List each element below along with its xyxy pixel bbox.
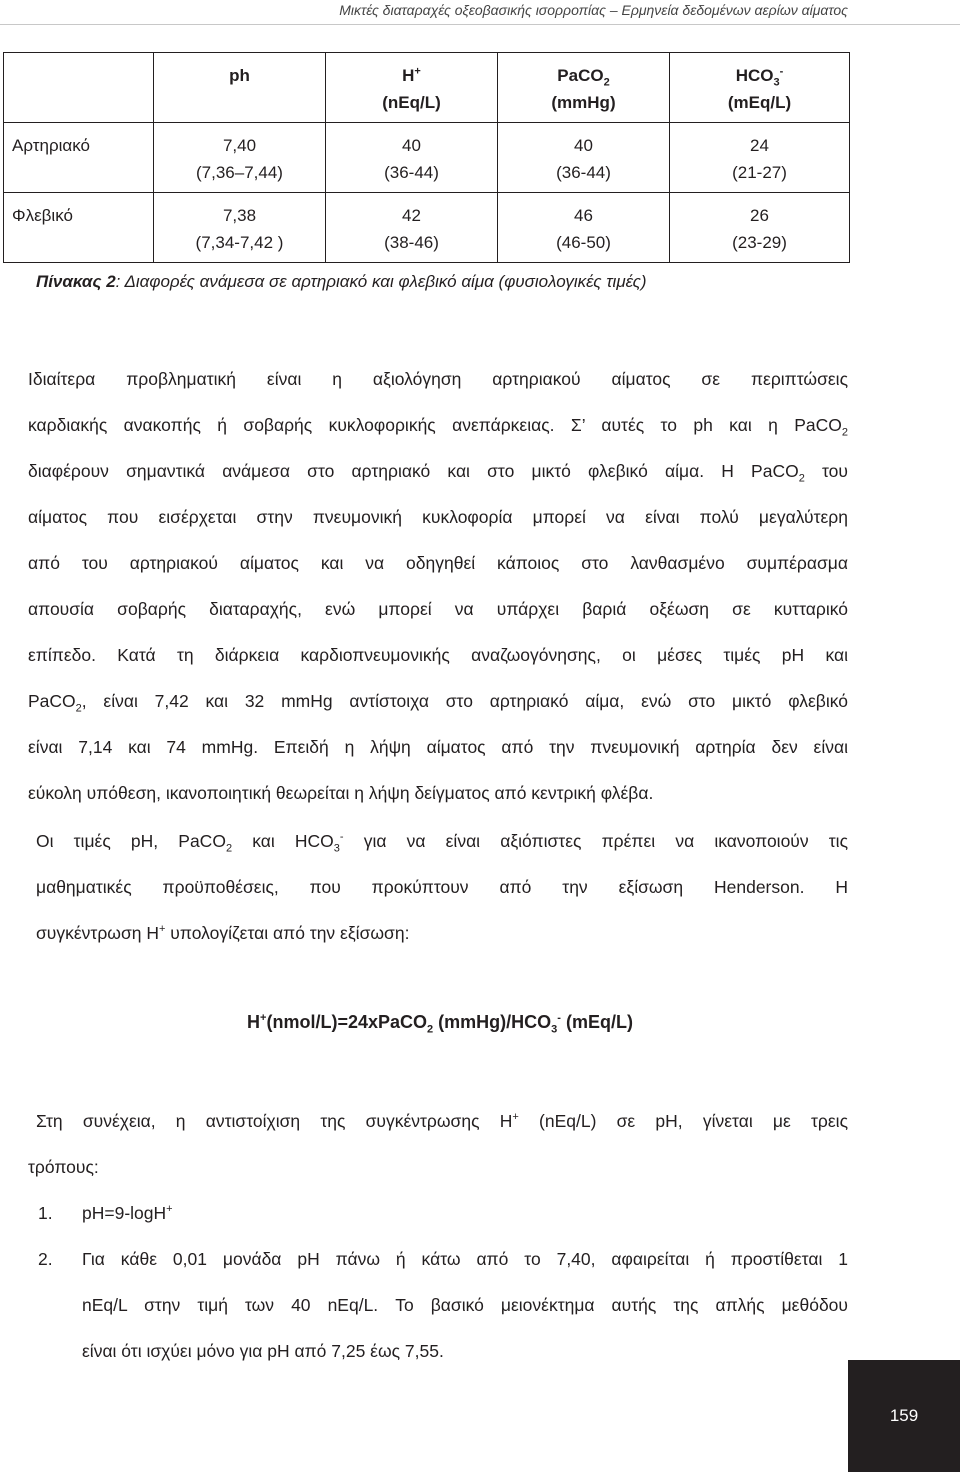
text-line: από του αρτηριακού αίματος και να οδηγηθεί κάποιος στο λανθασμένο συμπέρασμα xyxy=(28,553,848,573)
table-cell: 42 (38-46) xyxy=(326,193,498,263)
col-header-paco2: PaCO$_2$ (mmHg) xyxy=(498,53,670,123)
running-header: Μικτές διαταραχές οξεοβασικής ισορροπίας – Ερμηνεία δεδομένων αερίων αίματος xyxy=(339,2,848,18)
text-line: επίπεδο. Κατά τη διάρκεια καρδιοπνευμονικής αναζωογόνησης, οι μέσες τιμές pH και xyxy=(28,645,848,665)
list-item xyxy=(38,1190,848,1236)
methods-list xyxy=(38,1190,848,1374)
table-cell: 46 (46-50) xyxy=(498,193,670,263)
text-line: τρόπους: xyxy=(28,1157,99,1177)
list-number: 1. xyxy=(38,1203,53,1223)
table-corner-cell xyxy=(4,53,154,123)
table-cell: 40 (36-44) xyxy=(326,123,498,193)
text-line: μαθηματικές προϋποθέσεις, που προκύπτουν από την εξίσωση Henderson. Η xyxy=(36,877,848,897)
text-line: PaCO$_2$, είναι 7,42 και 32 mmHg αντίστοιχα στο αρτηριακό αίμα, ενώ στο μικτό φλεβικό xyxy=(28,691,848,715)
text-line: Στη συνέχεια, η αντιστοίχιση της συγκέντρωσης H+ (nEq/L) σε pH, γίνεται με τρεις xyxy=(36,1111,848,1131)
table-cell: 40 (36-44) xyxy=(498,123,670,193)
text-line: εύκολη υπόθεση, ικανοποιητική θεωρείται η λήψη δείγματος από κεντρική φλέβα. xyxy=(28,783,654,803)
text-line: pH=9-logH+ xyxy=(82,1203,173,1223)
list-number: 2. xyxy=(38,1249,53,1269)
paragraph-3 xyxy=(28,1098,848,1190)
text-line: διαφέρουν σημαντικά ανάμεσα στο αρτηριακό και στο μικτό φλεβικό αίμα. Η PaCO$_2$ του xyxy=(28,461,848,485)
text-line: συγκέντρωση H+ υπολογίζεται από την εξίσωση: xyxy=(36,923,410,943)
text-line: Για κάθε 0,01 μονάδα pH πάνω ή κάτω από το 7,40, αφαιρείται ή προστίθεται 1 xyxy=(82,1249,848,1269)
col-header-h: H+ (nEq/L) xyxy=(326,53,498,123)
list-item xyxy=(38,1236,848,1374)
text-line: είναι 7,14 και 74 mmHg. Επειδή η λήψη αίματος από την πνευμονική αρτηρία δεν είναι xyxy=(28,737,848,757)
text-line: nEq/L στην τιμή των 40 nEq/L. Το βασικό μειονέκτημα αυτής της απλής μεθόδου xyxy=(82,1295,848,1315)
caption-label: Πίνακας 2 xyxy=(36,272,116,291)
text-line: Ιδιαίτερα προβληματική είναι η αξιολόγηση αρτηριακού αίματος σε περιπτώσεις xyxy=(28,369,848,389)
table-row xyxy=(4,193,850,263)
table-row xyxy=(4,123,850,193)
text-line: αίματος που εισέρχεται στην πνευμονική κυκλοφορία μπορεί να είναι πολύ μεγαλύτερη xyxy=(28,507,848,527)
table-cell: 26 (23-29) xyxy=(670,193,850,263)
paragraph-1 xyxy=(28,356,848,816)
table-cell: 24 (21-27) xyxy=(670,123,850,193)
row-label: Φλεβικό xyxy=(4,193,154,263)
col-header-hco3: $HCO_3^-$ (mEq/L) xyxy=(670,53,850,123)
blood-gas-table xyxy=(3,52,850,263)
text-line: Οι τιμές pH, PaCO$_2$ και $HCO_3^-$ για να είναι αξιόπιστες πρέπει να ικανοποιούν τις xyxy=(36,831,848,855)
table-header-row xyxy=(4,53,850,123)
page-number: 159 xyxy=(848,1360,960,1472)
col-header-ph: ph xyxy=(154,53,326,123)
text-line: απουσία σοβαρής διαταραχής, ενώ μπορεί να υπάρχει βαριά οξέωση σε κυτταρικό xyxy=(28,599,848,619)
paragraph-2 xyxy=(28,818,848,956)
henderson-formula: H+(nmol/L)=24xPaCO$_2$ $(mmHg)/HCO_3^-$ (mEq/L) xyxy=(247,1012,633,1036)
row-label: Αρτηριακό xyxy=(4,123,154,193)
caption-text: : Διαφορές ανάμεσα σε αρτηριακό και φλεβικό αίμα (φυσιολογικές τιμές) xyxy=(115,272,647,291)
table-caption xyxy=(36,272,647,292)
header-rule xyxy=(0,24,960,25)
table-cell: 7,40 (7,36–7,44) xyxy=(154,123,326,193)
text-line: είναι ότι ισχύει μόνο για pH από 7,25 έως 7,55. xyxy=(82,1341,444,1361)
table-cell: 7,38 (7,34-7,42 ) xyxy=(154,193,326,263)
text-line: καρδιακής ανακοπής ή σοβαρής κυκλοφορικής ανεπάρκειας. Σ’ αυτές το ph και η PaCO$_2$ xyxy=(28,415,848,439)
